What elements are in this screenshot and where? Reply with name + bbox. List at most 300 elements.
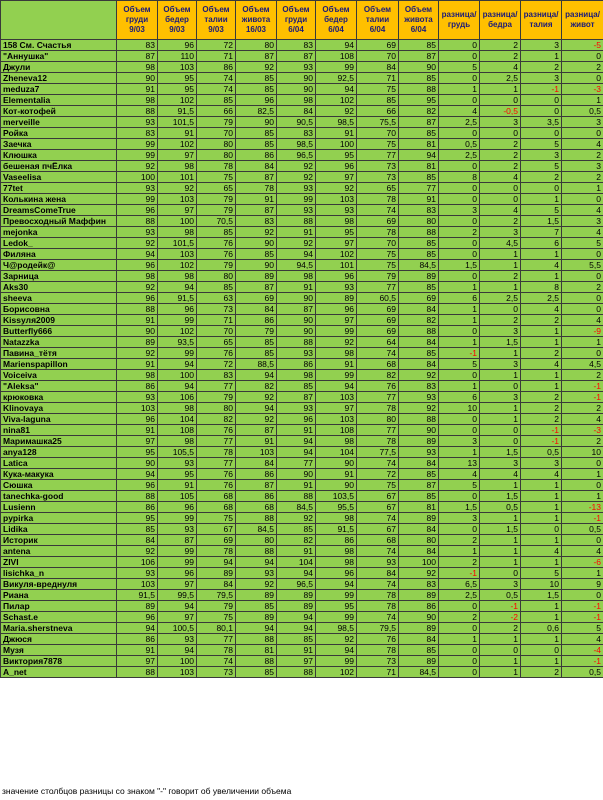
- measurement-cell[interactable]: 66: [357, 106, 399, 117]
- measurement-cell[interactable]: 99: [316, 370, 357, 381]
- measurement-cell[interactable]: 94: [316, 579, 357, 590]
- measurement-cell[interactable]: 103: [117, 403, 158, 414]
- difference-cell[interactable]: 0: [562, 348, 603, 359]
- difference-cell[interactable]: 5: [562, 623, 603, 634]
- difference-cell[interactable]: 3: [521, 73, 562, 84]
- measurement-cell[interactable]: 92: [117, 282, 158, 293]
- participant-name-cell[interactable]: Ройка: [1, 128, 117, 139]
- difference-cell[interactable]: 0: [439, 414, 480, 425]
- measurement-cell[interactable]: 94: [277, 612, 316, 623]
- measurement-cell[interactable]: 75: [357, 260, 399, 271]
- measurement-cell[interactable]: 74: [357, 348, 399, 359]
- difference-cell[interactable]: 1: [480, 634, 521, 645]
- difference-cell[interactable]: 1: [521, 491, 562, 502]
- measurement-cell[interactable]: 94: [316, 645, 357, 656]
- difference-cell[interactable]: 2,5: [480, 73, 521, 84]
- measurement-cell[interactable]: 68: [236, 502, 277, 513]
- measurement-cell[interactable]: 80: [399, 216, 439, 227]
- difference-cell[interactable]: 2: [521, 414, 562, 425]
- measurement-cell[interactable]: 85: [399, 469, 439, 480]
- difference-cell[interactable]: 3: [521, 458, 562, 469]
- difference-cell[interactable]: 1: [480, 282, 521, 293]
- measurement-cell[interactable]: 103: [158, 194, 197, 205]
- measurement-cell[interactable]: 95: [399, 95, 439, 106]
- measurement-cell[interactable]: 85: [236, 73, 277, 84]
- difference-cell[interactable]: -1: [439, 568, 480, 579]
- measurement-cell[interactable]: 97: [158, 205, 197, 216]
- measurement-cell[interactable]: 81: [399, 502, 439, 513]
- measurement-cell[interactable]: 96: [117, 293, 158, 304]
- difference-cell[interactable]: -1: [521, 425, 562, 436]
- measurement-cell[interactable]: 89: [277, 590, 316, 601]
- measurement-cell[interactable]: 93: [117, 392, 158, 403]
- participant-name-cell[interactable]: Филяна: [1, 249, 117, 260]
- difference-cell[interactable]: 0: [521, 524, 562, 535]
- measurement-cell[interactable]: 98,5: [316, 623, 357, 634]
- measurement-cell[interactable]: 85: [236, 667, 277, 678]
- header-waist-0604[interactable]: Объем талии 6/04: [357, 1, 399, 40]
- measurement-cell[interactable]: 93: [117, 117, 158, 128]
- measurement-cell[interactable]: 95: [117, 447, 158, 458]
- measurement-cell[interactable]: 91: [117, 425, 158, 436]
- measurement-cell[interactable]: 104: [158, 414, 197, 425]
- difference-cell[interactable]: -1: [562, 513, 603, 524]
- measurement-cell[interactable]: 88: [277, 491, 316, 502]
- measurement-cell[interactable]: 99: [117, 150, 158, 161]
- measurement-cell[interactable]: 80: [197, 271, 236, 282]
- difference-cell[interactable]: -2: [480, 612, 521, 623]
- measurement-cell[interactable]: 85: [236, 128, 277, 139]
- measurement-cell[interactable]: 95: [158, 84, 197, 95]
- difference-cell[interactable]: 3: [480, 458, 521, 469]
- measurement-cell[interactable]: 100: [399, 557, 439, 568]
- difference-cell[interactable]: 1: [521, 513, 562, 524]
- participant-name-cell[interactable]: Павина_тётя: [1, 348, 117, 359]
- measurement-cell[interactable]: 91: [117, 84, 158, 95]
- measurement-cell[interactable]: 85: [399, 348, 439, 359]
- difference-cell[interactable]: 0: [439, 645, 480, 656]
- participant-name-cell[interactable]: Борисовна: [1, 304, 117, 315]
- measurement-cell[interactable]: 90: [399, 62, 439, 73]
- difference-cell[interactable]: -13: [562, 502, 603, 513]
- measurement-cell[interactable]: 85: [236, 348, 277, 359]
- difference-cell[interactable]: -1: [521, 436, 562, 447]
- measurement-cell[interactable]: 76: [197, 249, 236, 260]
- difference-cell[interactable]: 0: [439, 623, 480, 634]
- measurement-cell[interactable]: 106: [158, 392, 197, 403]
- measurement-cell[interactable]: 100: [316, 139, 357, 150]
- measurement-cell[interactable]: 77: [197, 458, 236, 469]
- measurement-cell[interactable]: 102: [158, 139, 197, 150]
- difference-cell[interactable]: 2: [480, 216, 521, 227]
- measurement-cell[interactable]: 74: [357, 205, 399, 216]
- measurement-cell[interactable]: 73: [357, 656, 399, 667]
- measurement-cell[interactable]: 98: [316, 557, 357, 568]
- difference-cell[interactable]: -1: [562, 392, 603, 403]
- measurement-cell[interactable]: 96: [117, 612, 158, 623]
- measurement-cell[interactable]: 98: [277, 95, 316, 106]
- difference-cell[interactable]: 1: [521, 326, 562, 337]
- measurement-cell[interactable]: 91: [236, 194, 277, 205]
- header-diff-hips[interactable]: разница/ бедра: [480, 1, 521, 40]
- measurement-cell[interactable]: 94: [236, 403, 277, 414]
- difference-cell[interactable]: 0: [439, 194, 480, 205]
- measurement-cell[interactable]: 87: [399, 117, 439, 128]
- measurement-cell[interactable]: 98: [117, 271, 158, 282]
- participant-name-cell[interactable]: merveille: [1, 117, 117, 128]
- measurement-cell[interactable]: 93: [399, 447, 439, 458]
- measurement-cell[interactable]: 89: [117, 337, 158, 348]
- measurement-cell[interactable]: 68: [197, 502, 236, 513]
- participant-name-cell[interactable]: Риана: [1, 590, 117, 601]
- measurement-cell[interactable]: 96: [316, 304, 357, 315]
- participant-name-cell[interactable]: Музя: [1, 645, 117, 656]
- difference-cell[interactable]: 1,5: [480, 447, 521, 458]
- measurement-cell[interactable]: 82,5: [236, 106, 277, 117]
- difference-cell[interactable]: 4: [439, 106, 480, 117]
- measurement-cell[interactable]: 87: [236, 51, 277, 62]
- measurement-cell[interactable]: 90: [277, 73, 316, 84]
- measurement-cell[interactable]: 70: [357, 51, 399, 62]
- difference-cell[interactable]: -1: [521, 84, 562, 95]
- measurement-cell[interactable]: 99: [316, 590, 357, 601]
- measurement-cell[interactable]: 93: [158, 458, 197, 469]
- measurement-cell[interactable]: 65: [197, 183, 236, 194]
- difference-cell[interactable]: 0: [439, 216, 480, 227]
- measurement-cell[interactable]: 84: [399, 634, 439, 645]
- measurement-cell[interactable]: 102: [316, 249, 357, 260]
- difference-cell[interactable]: 1: [439, 634, 480, 645]
- difference-cell[interactable]: 2: [480, 150, 521, 161]
- measurement-cell[interactable]: 79,5: [357, 623, 399, 634]
- measurement-cell[interactable]: 76: [197, 425, 236, 436]
- difference-cell[interactable]: 0: [439, 128, 480, 139]
- measurement-cell[interactable]: 72: [197, 40, 236, 51]
- measurement-cell[interactable]: 98: [316, 513, 357, 524]
- difference-cell[interactable]: 2: [562, 403, 603, 414]
- difference-cell[interactable]: 1: [562, 469, 603, 480]
- difference-cell[interactable]: 0: [521, 645, 562, 656]
- measurement-cell[interactable]: 90: [277, 293, 316, 304]
- measurement-cell[interactable]: 70,5: [197, 216, 236, 227]
- measurement-cell[interactable]: 92,5: [316, 73, 357, 84]
- difference-cell[interactable]: 1,5: [439, 502, 480, 513]
- measurement-cell[interactable]: 93: [316, 205, 357, 216]
- difference-cell[interactable]: 1: [521, 601, 562, 612]
- difference-cell[interactable]: 2: [521, 392, 562, 403]
- measurement-cell[interactable]: 96: [117, 480, 158, 491]
- header-hips-0903[interactable]: Объем бедер 9/03: [158, 1, 197, 40]
- measurement-cell[interactable]: 71: [197, 315, 236, 326]
- measurement-cell[interactable]: 71: [357, 73, 399, 84]
- difference-cell[interactable]: 1: [521, 194, 562, 205]
- participant-name-cell[interactable]: Заечка: [1, 139, 117, 150]
- measurement-cell[interactable]: 93: [117, 227, 158, 238]
- difference-cell[interactable]: 0: [439, 271, 480, 282]
- measurement-cell[interactable]: 102: [158, 260, 197, 271]
- difference-cell[interactable]: 0: [562, 73, 603, 84]
- header-hips-0604[interactable]: Объем бедер 6/04: [316, 1, 357, 40]
- difference-cell[interactable]: -1: [562, 612, 603, 623]
- measurement-cell[interactable]: 83: [197, 370, 236, 381]
- measurement-cell[interactable]: 92: [316, 106, 357, 117]
- measurement-cell[interactable]: 110: [158, 51, 197, 62]
- measurement-cell[interactable]: 89: [236, 590, 277, 601]
- difference-cell[interactable]: 2: [521, 667, 562, 678]
- difference-cell[interactable]: 7: [521, 227, 562, 238]
- measurement-cell[interactable]: 98: [117, 95, 158, 106]
- measurement-cell[interactable]: 81: [399, 139, 439, 150]
- header-chest-0903[interactable]: Объем груди 9/03: [117, 1, 158, 40]
- difference-cell[interactable]: 3: [562, 216, 603, 227]
- measurement-cell[interactable]: 75: [357, 249, 399, 260]
- measurement-cell[interactable]: 86: [236, 469, 277, 480]
- difference-cell[interactable]: 0: [439, 656, 480, 667]
- measurement-cell[interactable]: 97: [277, 656, 316, 667]
- measurement-cell[interactable]: 103: [158, 667, 197, 678]
- measurement-cell[interactable]: 88: [399, 84, 439, 95]
- measurement-cell[interactable]: 91: [117, 645, 158, 656]
- measurement-cell[interactable]: 85: [117, 524, 158, 535]
- measurement-cell[interactable]: 83: [399, 381, 439, 392]
- measurement-cell[interactable]: 97: [316, 403, 357, 414]
- measurement-cell[interactable]: 85: [197, 282, 236, 293]
- measurement-cell[interactable]: 85: [399, 172, 439, 183]
- measurement-cell[interactable]: 97: [158, 579, 197, 590]
- measurement-cell[interactable]: 90: [277, 326, 316, 337]
- measurement-cell[interactable]: 83: [117, 40, 158, 51]
- measurement-cell[interactable]: 65: [357, 183, 399, 194]
- measurement-cell[interactable]: 98: [158, 227, 197, 238]
- measurement-cell[interactable]: 88: [117, 106, 158, 117]
- difference-cell[interactable]: 3,5: [521, 117, 562, 128]
- measurement-cell[interactable]: 95: [316, 227, 357, 238]
- measurement-cell[interactable]: 87: [117, 51, 158, 62]
- measurement-cell[interactable]: 97: [117, 656, 158, 667]
- measurement-cell[interactable]: 99: [158, 546, 197, 557]
- measurement-cell[interactable]: 87: [158, 535, 197, 546]
- measurement-cell[interactable]: 84,5: [236, 524, 277, 535]
- measurement-cell[interactable]: 92: [236, 414, 277, 425]
- difference-cell[interactable]: 1,5: [521, 216, 562, 227]
- difference-cell[interactable]: 0: [562, 304, 603, 315]
- measurement-cell[interactable]: 77: [399, 183, 439, 194]
- measurement-cell[interactable]: 98: [316, 436, 357, 447]
- measurement-cell[interactable]: 77: [197, 381, 236, 392]
- difference-cell[interactable]: 1: [521, 51, 562, 62]
- measurement-cell[interactable]: 91,5: [158, 106, 197, 117]
- difference-cell[interactable]: 0: [562, 480, 603, 491]
- participant-name-cell[interactable]: "Aleksa": [1, 381, 117, 392]
- measurement-cell[interactable]: 93: [158, 634, 197, 645]
- participant-name-cell[interactable]: Клюшка: [1, 150, 117, 161]
- measurement-cell[interactable]: 88: [236, 546, 277, 557]
- measurement-cell[interactable]: 96: [236, 95, 277, 106]
- measurement-cell[interactable]: 93: [236, 568, 277, 579]
- measurement-cell[interactable]: 94: [277, 249, 316, 260]
- difference-cell[interactable]: 0: [562, 293, 603, 304]
- difference-cell[interactable]: 3: [439, 436, 480, 447]
- measurement-cell[interactable]: 74: [357, 546, 399, 557]
- difference-cell[interactable]: -1: [439, 348, 480, 359]
- difference-cell[interactable]: -9: [562, 326, 603, 337]
- difference-cell[interactable]: 4: [480, 205, 521, 216]
- measurement-cell[interactable]: 64: [357, 337, 399, 348]
- difference-cell[interactable]: 3: [521, 40, 562, 51]
- difference-cell[interactable]: 4,5: [480, 238, 521, 249]
- measurement-cell[interactable]: 66: [197, 106, 236, 117]
- difference-cell[interactable]: 5: [439, 480, 480, 491]
- measurement-cell[interactable]: 84: [399, 546, 439, 557]
- difference-cell[interactable]: 0: [439, 667, 480, 678]
- measurement-cell[interactable]: 95: [316, 601, 357, 612]
- participant-name-cell[interactable]: anya128: [1, 447, 117, 458]
- difference-cell[interactable]: -1: [562, 601, 603, 612]
- difference-cell[interactable]: 2: [480, 271, 521, 282]
- measurement-cell[interactable]: 68: [357, 535, 399, 546]
- measurement-cell[interactable]: 99: [117, 139, 158, 150]
- participant-name-cell[interactable]: Lusienn: [1, 502, 117, 513]
- difference-cell[interactable]: 1: [521, 271, 562, 282]
- measurement-cell[interactable]: 90: [236, 117, 277, 128]
- measurement-cell[interactable]: 96: [158, 304, 197, 315]
- measurement-cell[interactable]: 98,5: [316, 117, 357, 128]
- header-belly-1603[interactable]: Объем живота 16/03: [236, 1, 277, 40]
- measurement-cell[interactable]: 89: [197, 568, 236, 579]
- difference-cell[interactable]: 2: [439, 535, 480, 546]
- measurement-cell[interactable]: 78: [357, 194, 399, 205]
- difference-cell[interactable]: 3: [439, 205, 480, 216]
- measurement-cell[interactable]: 89: [399, 623, 439, 634]
- measurement-cell[interactable]: 85: [277, 524, 316, 535]
- measurement-cell[interactable]: 103: [158, 249, 197, 260]
- measurement-cell[interactable]: 92: [277, 238, 316, 249]
- difference-cell[interactable]: 1: [480, 513, 521, 524]
- measurement-cell[interactable]: 93: [117, 183, 158, 194]
- difference-cell[interactable]: 2: [439, 612, 480, 623]
- measurement-cell[interactable]: 91,5: [316, 524, 357, 535]
- measurement-cell[interactable]: 94: [316, 40, 357, 51]
- difference-cell[interactable]: 4: [480, 62, 521, 73]
- measurement-cell[interactable]: 94: [236, 370, 277, 381]
- participant-name-cell[interactable]: lisichka_n: [1, 568, 117, 579]
- participant-name-cell[interactable]: Natazzka: [1, 337, 117, 348]
- measurement-cell[interactable]: 75: [357, 84, 399, 95]
- difference-cell[interactable]: 1,5: [480, 337, 521, 348]
- difference-cell[interactable]: 1: [480, 414, 521, 425]
- measurement-cell[interactable]: 92: [117, 161, 158, 172]
- measurement-cell[interactable]: 98: [158, 161, 197, 172]
- measurement-cell[interactable]: 102: [316, 95, 357, 106]
- measurement-cell[interactable]: 67: [357, 524, 399, 535]
- difference-cell[interactable]: 3: [521, 150, 562, 161]
- measurement-cell[interactable]: 100: [158, 370, 197, 381]
- difference-cell[interactable]: 0: [562, 128, 603, 139]
- measurement-cell[interactable]: 89: [236, 271, 277, 282]
- measurement-cell[interactable]: 86: [236, 315, 277, 326]
- difference-cell[interactable]: 1: [439, 381, 480, 392]
- measurement-cell[interactable]: 84: [357, 568, 399, 579]
- measurement-cell[interactable]: 90: [277, 84, 316, 95]
- measurement-cell[interactable]: 86: [236, 491, 277, 502]
- participant-name-cell[interactable]: Maria.sherstneva: [1, 623, 117, 634]
- measurement-cell[interactable]: 105,5: [158, 447, 197, 458]
- measurement-cell[interactable]: 97: [316, 172, 357, 183]
- measurement-cell[interactable]: 94: [158, 282, 197, 293]
- measurement-cell[interactable]: 89: [399, 656, 439, 667]
- measurement-cell[interactable]: 92: [277, 513, 316, 524]
- difference-cell[interactable]: 1: [439, 84, 480, 95]
- measurement-cell[interactable]: 91: [117, 359, 158, 370]
- measurement-cell[interactable]: 87: [236, 425, 277, 436]
- measurement-cell[interactable]: 89: [399, 513, 439, 524]
- measurement-cell[interactable]: 79: [197, 392, 236, 403]
- participant-name-cell[interactable]: mejonka: [1, 227, 117, 238]
- measurement-cell[interactable]: 85: [236, 249, 277, 260]
- difference-cell[interactable]: 0: [521, 106, 562, 117]
- measurement-cell[interactable]: 99: [117, 194, 158, 205]
- participant-name-cell[interactable]: бешеная пчЁлка: [1, 161, 117, 172]
- difference-cell[interactable]: 0: [439, 601, 480, 612]
- difference-cell[interactable]: 0: [521, 183, 562, 194]
- measurement-cell[interactable]: 84,5: [399, 260, 439, 271]
- difference-cell[interactable]: 0,5: [439, 139, 480, 150]
- measurement-cell[interactable]: 91: [277, 282, 316, 293]
- measurement-cell[interactable]: 74: [357, 612, 399, 623]
- measurement-cell[interactable]: 92: [316, 183, 357, 194]
- participant-name-cell[interactable]: Ledok_: [1, 238, 117, 249]
- measurement-cell[interactable]: 92: [236, 392, 277, 403]
- measurement-cell[interactable]: 92: [236, 227, 277, 238]
- difference-cell[interactable]: 2: [562, 62, 603, 73]
- measurement-cell[interactable]: 88: [399, 326, 439, 337]
- difference-cell[interactable]: 1: [521, 502, 562, 513]
- measurement-cell[interactable]: 84: [399, 359, 439, 370]
- difference-cell[interactable]: 0: [480, 425, 521, 436]
- measurement-cell[interactable]: 89: [399, 436, 439, 447]
- measurement-cell[interactable]: 108: [316, 425, 357, 436]
- measurement-cell[interactable]: 82: [236, 381, 277, 392]
- difference-cell[interactable]: 1: [521, 557, 562, 568]
- measurement-cell[interactable]: 80,1: [197, 623, 236, 634]
- measurement-cell[interactable]: 94: [197, 557, 236, 568]
- measurement-cell[interactable]: 85: [236, 601, 277, 612]
- measurement-cell[interactable]: 88,5: [236, 359, 277, 370]
- measurement-cell[interactable]: 94: [158, 381, 197, 392]
- measurement-cell[interactable]: 103,5: [316, 491, 357, 502]
- difference-cell[interactable]: 1: [562, 491, 603, 502]
- measurement-cell[interactable]: 67: [357, 491, 399, 502]
- difference-cell[interactable]: 0: [562, 51, 603, 62]
- participant-name-cell[interactable]: nina81: [1, 425, 117, 436]
- measurement-cell[interactable]: 93: [399, 392, 439, 403]
- difference-cell[interactable]: 3: [480, 227, 521, 238]
- measurement-cell[interactable]: 99: [158, 315, 197, 326]
- measurement-cell[interactable]: 95: [158, 469, 197, 480]
- difference-cell[interactable]: 5: [439, 62, 480, 73]
- difference-cell[interactable]: 2: [439, 227, 480, 238]
- measurement-cell[interactable]: 74: [357, 513, 399, 524]
- measurement-cell[interactable]: 85: [236, 84, 277, 95]
- participant-name-cell[interactable]: Джюся: [1, 634, 117, 645]
- measurement-cell[interactable]: 91: [316, 469, 357, 480]
- measurement-cell[interactable]: 96: [277, 414, 316, 425]
- measurement-cell[interactable]: 83: [399, 579, 439, 590]
- participant-name-cell[interactable]: A_net: [1, 667, 117, 678]
- difference-cell[interactable]: 2: [521, 62, 562, 73]
- measurement-cell[interactable]: 78: [357, 436, 399, 447]
- measurement-cell[interactable]: 94,5: [277, 260, 316, 271]
